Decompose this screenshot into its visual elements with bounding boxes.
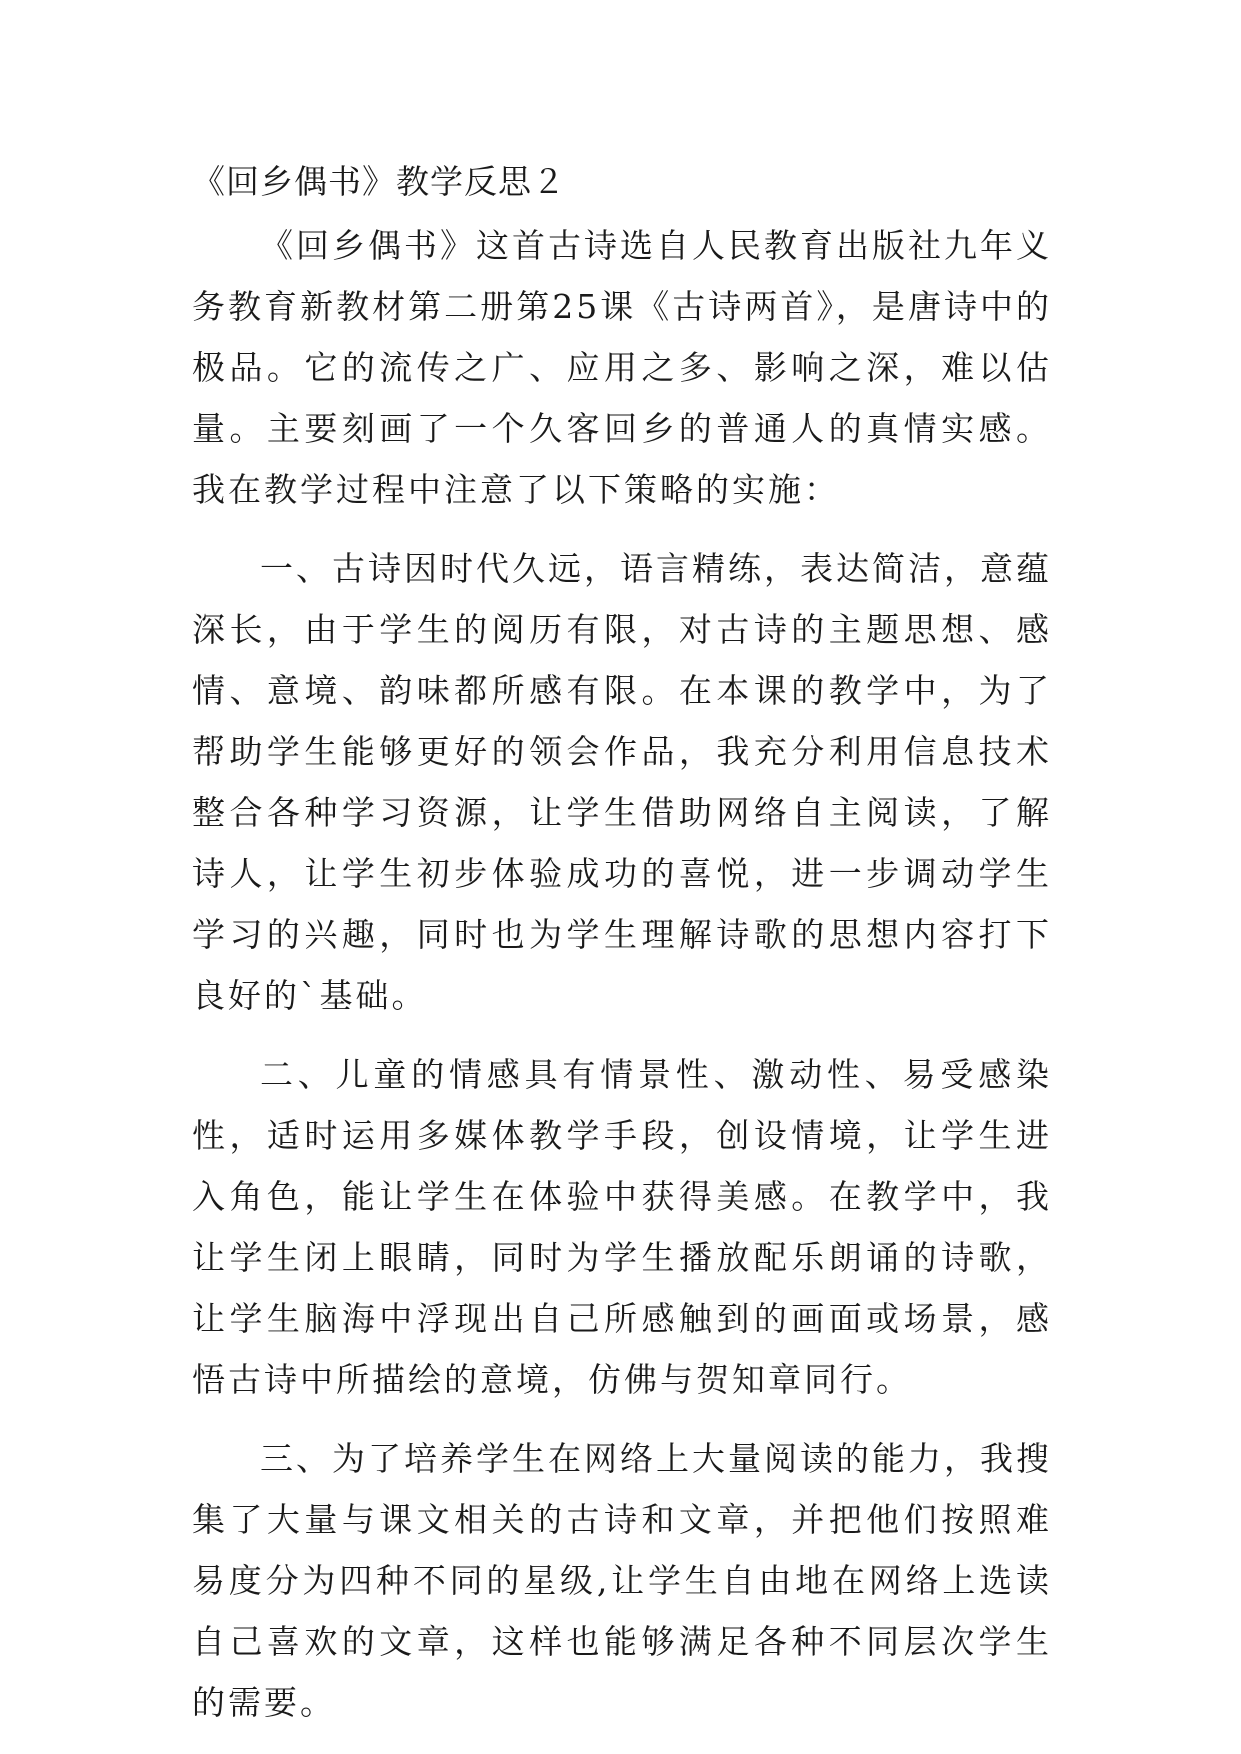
document-page (192, 163, 1052, 1733)
paragraph-point-one: 一、古诗因时代久远，语言精练，表达简洁，意蕴深长，由于学生的阅历有限，对古诗的主题思想、感情、意境、韵味都所感有限。在本课的教学中，为了帮助学生能够更好的领会作品，我充分利用信息技术整合各种学习资源，让学生借助网络自主阅读，了解诗人，让学生初步体验成功的喜悦，进一步调动学生学习的兴趣，同时也为学生理解诗歌的思想内容打下良好的`基础。 (192, 549, 1052, 1015)
paragraph-point-three: 三、为了培养学生在网络上大量阅读的能力，我搜集了大量与课文相关的古诗和文章，并把他们按照难易度分为四种不同的星级,让学生自由地在网络上选读自己喜欢的文章，这样也能够满足各种不同层次学生的需要。 (192, 1439, 1052, 1722)
paragraph-point-two: 二、儿童的情感具有情景性、激动性、易受感染性，适时运用多媒体教学手段，创设情境，让学生进入角色，能让学生在体验中获得美感。在教学中，我让学生闭上眼睛，同时为学生播放配乐朗诵的诗歌，让学生脑海中浮现出自己所感触到的画面或场景，感悟古诗中所描绘的意境，仿佛与贺知章同行。 (192, 1055, 1052, 1399)
paragraph-intro: 《回乡偶书》这首古诗选自人民教育出版社九年义务教育新教材第二册第25课《古诗两首》，是唐诗中的极品。它的流传之广、应用之多、影响之深，难以估量。主要刻画了一个久客回乡的普通人的真情实感。我在教学过程中注意了以下策略的实施： (192, 226, 1052, 509)
document-title: 《回乡偶书》教学反思２ (192, 162, 566, 201)
